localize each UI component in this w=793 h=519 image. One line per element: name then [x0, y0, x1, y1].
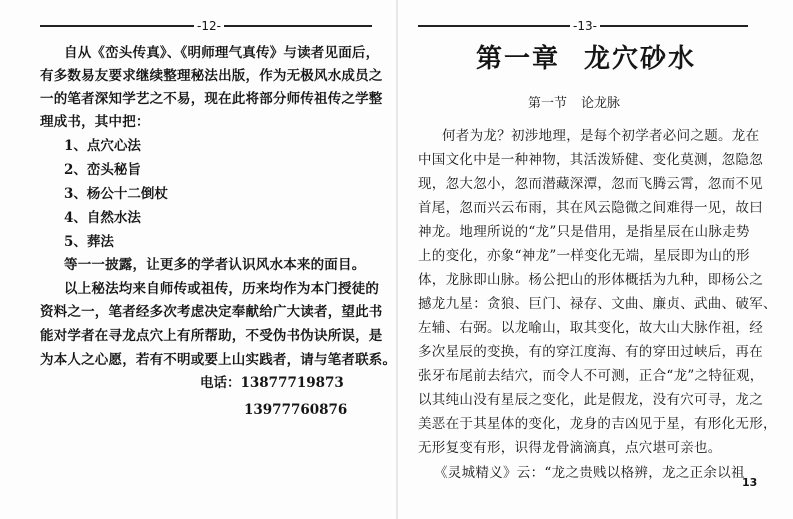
body-line-9: 左辅、右弼。以龙喻山，取其变化，故大山大脉作祖，经 — [418, 320, 763, 336]
body-line-5: 神龙。地理所说的“龙”只是借用，是指星辰在山脉走势 — [418, 224, 750, 240]
phone-line-2 — [244, 401, 347, 419]
left-page — [0, 0, 396, 519]
right-page-number: -13- — [570, 16, 600, 36]
para1-line-1: 自从《峦头传真》、《明师理气真传》与读者见面后， — [64, 45, 380, 61]
body-line-15: 《灵城精义》云：“龙之贵贱以格辨，龙之正余以祖 — [434, 465, 745, 481]
body-line-1: 何者为龙？初涉地理，是每个初学者必问之题。龙在 — [442, 128, 760, 144]
body-line-2: 中国文化中是一种神物，其活泼矫健、变化莫测，忽隐忽 — [418, 152, 763, 168]
left-page-number: -12- — [194, 16, 224, 36]
right-page-header — [418, 16, 748, 36]
body-line-10: 多次星辰的变换，有的穿江度海、有的穿田过峡后，再在 — [418, 344, 763, 360]
body-line-14: 无形复变有形，识得龙骨滴滴真，点穴堪可亲也。 — [418, 440, 722, 456]
body-line-7: 体，龙脉即山脉。杨公把山的形体概括为九种，即杨公之 — [418, 272, 763, 288]
para2-line-2: 以上秘法均来自师传或祖传，历来均作为本门授徒的 — [64, 281, 380, 297]
list-item-5: 5、葬法 — [64, 234, 114, 250]
list-item-4: 4、自然水法 — [64, 210, 141, 226]
chapter-name: 龙穴砂水 — [584, 44, 697, 74]
body-line-3: 现，忽大忽小，忽而潜藏深潭，忽而飞腾云霄，忽而不见 — [418, 176, 763, 192]
chapter-label: 第一章 — [476, 44, 561, 74]
section-title — [528, 95, 620, 113]
section-name: 论龙脉 — [581, 96, 621, 111]
left-page-header — [40, 16, 372, 36]
phone-line-1 — [200, 374, 344, 392]
chapter-title — [476, 42, 696, 76]
para2-line-4: 能对学者在寻龙点穴上有所帮助，不受伪书伪诀所误，是 — [40, 328, 383, 344]
para2-line-5: 为本人之心愿，若有不明或要上山实践者，请与笔者联系。 — [40, 352, 396, 368]
para2-line-1: 等一一披露，让更多的学者认识风水本来的面目。 — [64, 257, 366, 273]
body-line-11: 张牙布尾前去结穴，而令人不可测，正合“龙”之特征观， — [418, 368, 764, 384]
body-line-13: 美恶在于其星体的变化，龙身的吉凶见于星，有形化无形， — [418, 416, 777, 432]
body-line-4: 首尾，忽而兴云布雨，其在风云隐微之间难得一见，故曰 — [418, 200, 763, 216]
phone-label: 电话： — [200, 375, 241, 391]
list-item-2: 2、峦头秘旨 — [64, 162, 141, 178]
body-line-12: 以其纯山没有星辰之变化，此是假龙，没有穴可寻，龙之 — [418, 392, 763, 408]
para1-line-4: 理成书，其中把： — [40, 114, 150, 130]
list-item-3: 3、杨公十二倒杖 — [64, 186, 168, 202]
para1-line-3: 一的笔者深知学艺之不易，现在此将部分师传祖传之学整 — [40, 91, 383, 107]
phone-number-2: 13977760876 — [244, 402, 348, 418]
para2-line-3: 资料之一，笔者经多次考虑决定奉献给广大读者，望此书 — [40, 304, 383, 320]
phone-number-1: 13877719873 — [240, 375, 344, 391]
right-page — [398, 0, 793, 519]
corner-page-number: 13 — [742, 476, 758, 489]
section-label: 第一节 — [528, 96, 568, 111]
body-line-6: 上的变化，亦象“神龙”一样变化无端，星辰即为山的形 — [418, 248, 750, 264]
body-line-8: 撼龙九星：贪狼、巨门、禄存、文曲、廉贞、武曲、破军、 — [418, 296, 777, 312]
list-item-1: 1、点穴心法 — [64, 138, 141, 154]
para1-line-2: 有多数易友要求继续整理秘法出版，作为无极风水成员之 — [40, 68, 383, 84]
